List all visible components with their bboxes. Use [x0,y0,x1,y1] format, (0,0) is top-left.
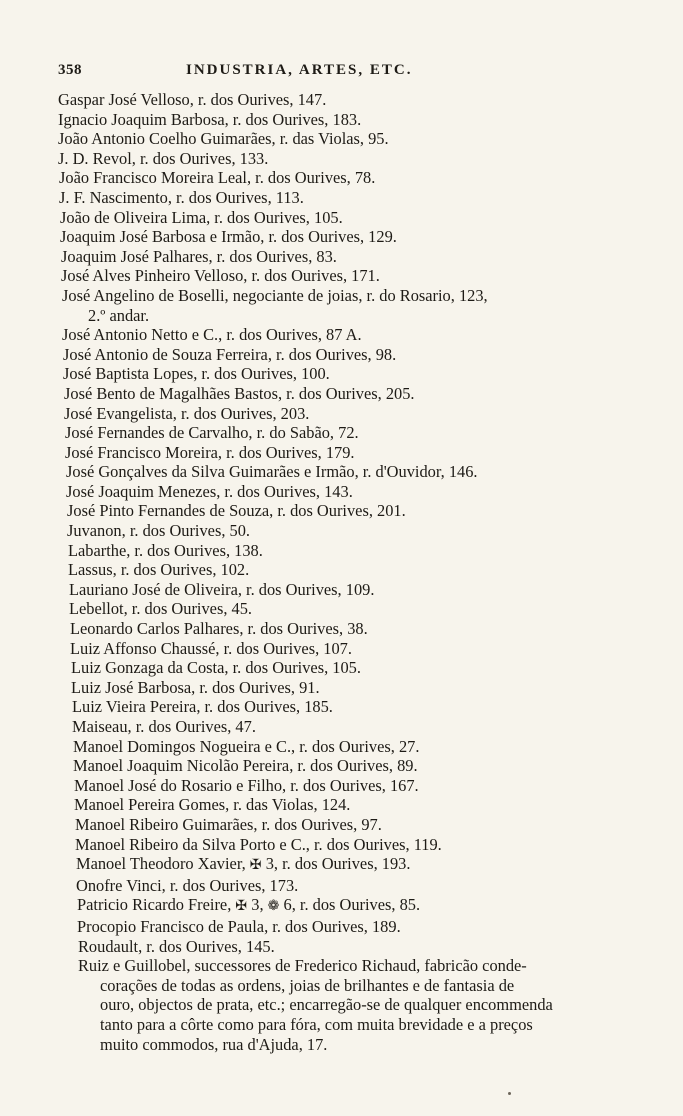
list-item [77,895,683,917]
list-item [62,286,683,325]
list-item: Lebellot, r. dos Ourives, 45. [69,599,253,619]
list-item: João Antonio Coelho Guimarães, r. das Violas, 95. [58,129,389,149]
list-item: José Antonio de Souza Ferreira, r. dos Ourives, 98. [63,344,397,364]
list-item: José Francisco Moreira, r. dos Ourives, 179. [65,442,355,462]
list-item: Manoel Pereira Gomes, r. das Violas, 124. [74,795,351,815]
entry-continuation: ouro, objectos de prata, etc.; encarregão-se de qualquer encommenda [100,995,553,1015]
list-item: João Francisco Moreira Leal, r. dos Ourives, 78. [59,168,376,188]
list-item: Maiseau, r. dos Ourives, 47. [72,717,256,736]
entry-name: Manoel Theodoro Xavier, [76,854,246,874]
list-item: J. D. Revol, r. dos Ourives, 133. [58,148,269,168]
list-item [76,854,683,876]
list-item: Luiz José Barbosa, r. dos Ourives, 91. [71,677,320,697]
list-item: Luiz Vieira Pereira, r. dos Ourives, 185. [72,697,333,717]
list-item: Manoel José do Rosario e Filho, r. dos Ourives, 167. [74,775,419,795]
page-header [58,62,658,84]
list-item: Leonardo Carlos Palhares, r. dos Ourives, 38. [70,619,368,639]
list-item: José Joaquim Menezes, r. dos Ourives, 143. [66,481,353,501]
cross-order-icon: ✠ [235,898,248,915]
list-item: José Fernandes de Carvalho, r. do Sabão, 72. [65,423,359,443]
running-head: INDUSTRIA, ARTES, ETC. [186,62,413,78]
list-item: José Bento de Magalhães Bastos, r. dos Ourives, 205. [64,383,415,403]
list-item: Manoel Ribeiro Guimarães, r. dos Ourives, 97. [75,814,382,834]
directory-list [0,90,683,1054]
entry-continuation: 2.º andar. [88,305,150,325]
list-item: Luiz Gonzaga da Costa, r. dos Ourives, 105. [71,658,361,678]
list-item: Juvanon, r. dos Ourives, 50. [67,521,251,541]
list-item: Manoel Domingos Nogueira e C., r. dos Ourives, 27. [73,736,420,756]
page-number: 358 [58,62,82,78]
list-item: José Pinto Fernandes de Souza, r. dos Ourives, 201. [67,501,406,521]
list-item: Lauriano José de Oliveira, r. dos Ourives, 109. [69,579,375,599]
cross-order-icon: ✠ [249,857,262,874]
list-item: Onofre Vinci, r. dos Ourives, 173. [76,875,299,895]
entry-address: 6, r. dos Ourives, 85. [283,895,421,915]
list-item: João de Oliveira Lima, r. dos Ourives, 105. [60,207,343,227]
list-item: Procopio Francisco de Paula, r. dos Ourives, 189. [77,916,401,936]
entry-continuation: corações de todas as ordens, joias de brilhantes e de fantasia de [100,975,515,995]
list-item: Manoel Joaquim Nicolão Pereira, r. dos Ourives, 89. [73,756,418,776]
list-item: Manoel Ribeiro da Silva Porto e C., r. dos Ourives, 119. [75,834,442,854]
entry-name: Patricio Ricardo Freire, [77,895,232,915]
entry-continuation: tanto para a côrte como para fóra, com muita brevidade e a preços [100,1014,533,1034]
list-item: José Baptista Lopes, r. dos Ourives, 100. [63,364,330,384]
ink-speck [508,1092,511,1095]
list-item: J. F. Nascimento, r. dos Ourives, 113. [59,187,304,207]
list-item: José Antonio Netto e C., r. dos Ourives, 87 A. [62,325,362,345]
list-item: Joaquim José Palhares, r. dos Ourives, 83. [61,246,337,266]
list-item: Ignacio Joaquim Barbosa, r. dos Ourives, 183. [58,109,362,129]
list-item: Roudault, r. dos Ourives, 145. [78,936,275,956]
list-item: José Alves Pinheiro Velloso, r. dos Ourives, 171. [61,266,380,286]
list-item: Gaspar José Velloso, r. dos Ourives, 147. [58,90,327,109]
list-item: José Evangelista, r. dos Ourives, 203. [64,403,310,423]
entry-line: José Angelino de Boselli, negociante de joias, r. do Rosario, 123, [62,285,488,305]
list-item: José Gonçalves da Silva Guimarães e Irmão, r. d'Ouvidor, 146. [66,462,478,482]
list-item: Joaquim José Barbosa e Irmão, r. dos Ourives, 129. [60,227,397,247]
rose-order-icon: ❁ [267,898,280,915]
list-item [78,956,683,1054]
entry-line: Ruiz e Guillobel, successores de Frederico Richaud, fabricão conde- [78,956,527,976]
entry-grade: 3, [251,895,264,915]
list-item: Luiz Affonso Chaussé, r. dos Ourives, 107. [70,638,352,658]
entry-continuation: muito commodos, rua d'Ajuda, 17. [100,1034,328,1054]
list-item: Lassus, r. dos Ourives, 102. [68,560,250,580]
list-item: Labarthe, r. dos Ourives, 138. [68,540,263,560]
entry-address: 3, r. dos Ourives, 193. [265,854,411,874]
